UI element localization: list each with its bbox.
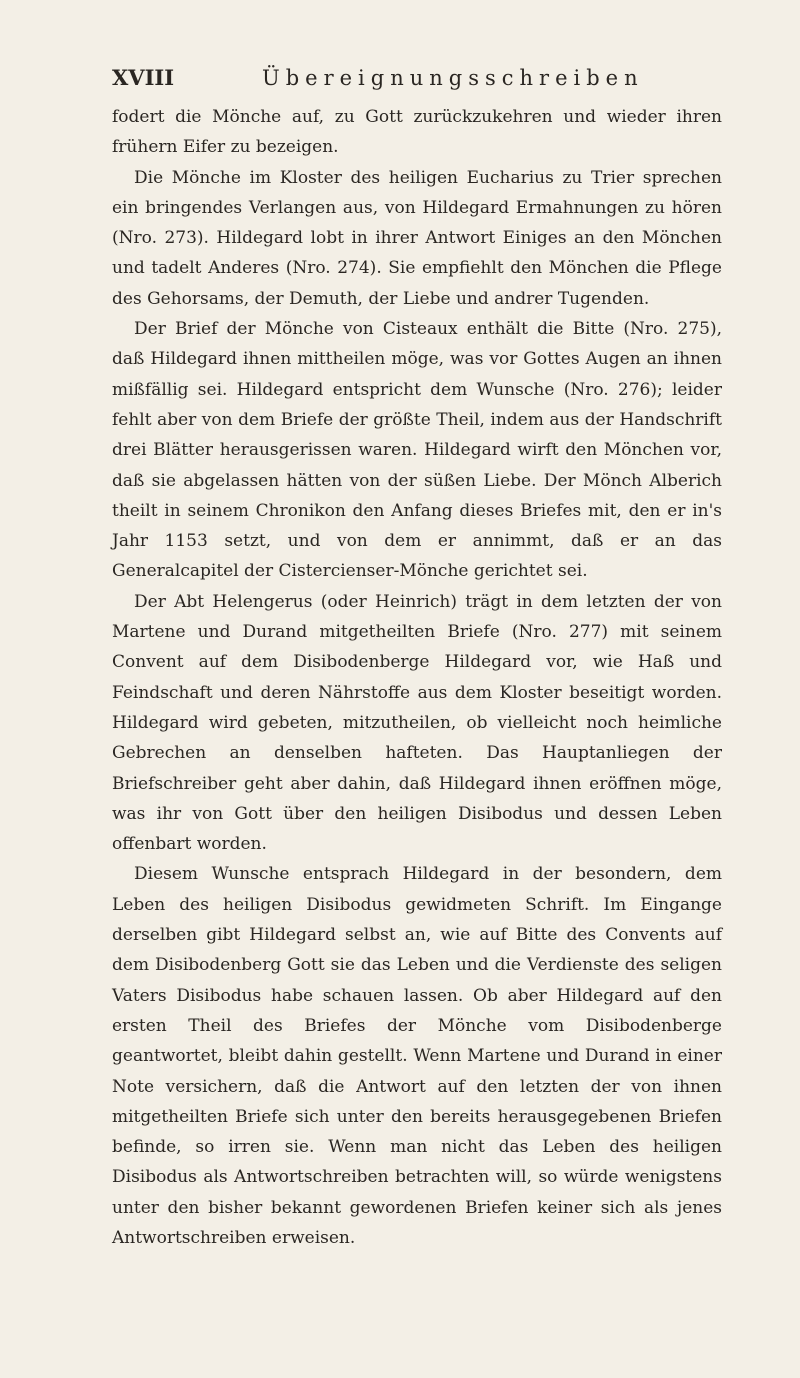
body-text xyxy=(112,102,722,1253)
paragraph: Die Mönche im Kloster des heiligen Eucharius zu Trier sprechen ein bringendes Verlangen aus, von Hildegard Ermahnungen zu hören (Nro. 273). Hildegard lobt in ihrer Antwort Einiges an den Mönchen und tadelt Anderes (Nro. 274). Sie empfiehlt den Mönchen die Pflege des Gehorsams, der Demuth, der Liebe und andrer Tugenden. xyxy=(112,167,722,309)
running-header xyxy=(112,58,722,98)
running-title: Übereignungsschreiben xyxy=(262,66,644,90)
paragraph: Der Brief der Mönche von Cisteaux enthält die Bitte (Nro. 275), daß Hildegard ihnen mittheilen möge, was vor Gottes Augen an ihnen mißfällig sei. Hildegard entspricht dem Wunsche (Nro. 276); leider fehlt aber von dem Briefe der größte Theil, indem aus der Handschrift drei Blätter herausgerissen waren. Hildegard wirft den Mönchen vor, daß sie abgelassen hätten von der süßen Liebe. Der Mönch Alberich theilt in seinem Chronikon den Anfang dieses Briefes mit, den er in's Jahr 1153 setzt, und von dem er annimmt, daß er an das Generalcapitel der Cistercienser-Mönche gerichtet sei. xyxy=(112,319,722,582)
page-number: XVIII xyxy=(112,65,175,90)
paragraph: Der Abt Helengerus (oder Heinrich) trägt in dem letzten der von Martene und Durand mitgetheilten Briefe (Nro. 277) mit seinem Convent auf dem Disibodenberge Hildegard vor, wie Haß und Feindschaft und deren Nährstoffe aus dem Kloster beseitigt worden. Hildegard wird gebeten, mitzutheilen, ob vielleicht noch heimliche Gebrechen an denselben hafteten. Das Hauptanliegen der Briefschreiber geht aber dahin, daß Hildegard ihnen eröffnen möge, was ihr von Gott über den heiligen Disibodus und dessen Leben offenbart worden. xyxy=(112,591,722,855)
paragraph: fodert die Mönche auf, zu Gott zurückzukehren und wieder ihren frühern Eifer zu bezeigen. xyxy=(112,107,722,158)
paragraph: Diesem Wunsche entsprach Hildegard in der besondern, dem Leben des heiligen Disibodus gewidmeten Schrift. Im Eingange derselben gibt Hildegard selbst an, wie auf Bitte des Convents auf dem Disibodenberg Gott sie das Leben und die Verdienste des seligen Vaters Disibodus habe schauen lassen. Ob aber Hildegard auf den ersten Theil des Briefes der Mönche vom Disibodenberge geantwortet, bleibt dahin gestellt. Wenn Martene und Durand in einer Note versichern, daß die Antwort auf den letzten der von ihnen mitgetheilten Briefe sich unter den bereits herausgegebenen Briefen befinde, so irren sie. Wenn man nicht das Leben des heiligen Disibodus als Antwortschreiben betrachten will, so würde wenigstens unter den bisher bekannt gewordenen Briefen keiner sich als jenes Antwortschreiben erweisen. xyxy=(112,864,722,1248)
